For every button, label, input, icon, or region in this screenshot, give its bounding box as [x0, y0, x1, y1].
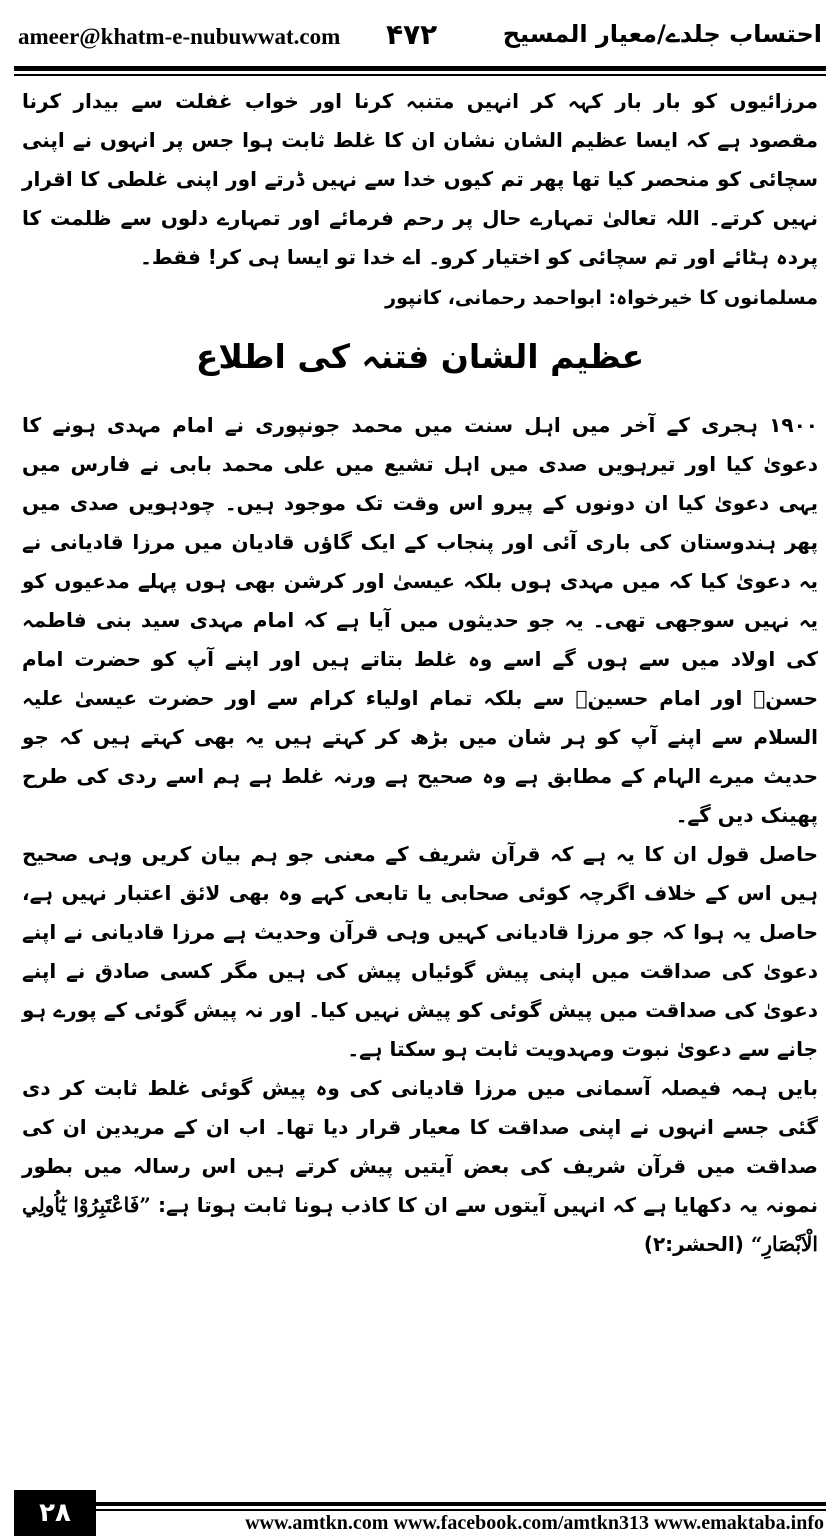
- quote-reference: (الحشر:۲): [643, 1232, 744, 1256]
- header-rule-thick: [14, 66, 826, 71]
- paragraph-2: حاصل قول ان کا یہ ہے کہ قرآن شریف کے معنی جو ہم بیان کریں وہی صحیح ہیں اس کے خلاف اگرچہ کوئی صحابی یا تابعی کہے وہ بھی لائق اعتبار نہیں ہے، حاصل یہ ہوا کہ جو مرزا قادیانی کہیں وہی قرآن وحدیث ہے مرزا قادیانی نے اپنے دعویٰ کی صداقت میں اپنی پیش گوئیاں پیش کی ہیں مگر کسی صادق نے اپنے دعویٰ کی صداقت میں پیش گوئی کو پیش نہیں کیا۔ اور نہ پیش گوئی کے پورے ہو جانے سے دعویٰ نبوت ومہدویت ثابت ہو سکتا ہے۔: [22, 842, 818, 1061]
- footer-links: www.amtkn.com www.facebook.com/amtkn313 www.emaktaba.info: [245, 1512, 824, 1534]
- quranic-quote: ”فَاعْتَبِرُوْا يٰٓاُولِي الْاَبْصَارِ“: [22, 1193, 818, 1256]
- footer-page-number: ۲۸: [14, 1490, 96, 1536]
- intro-paragraph: مرزائیوں کو بار بار کہہ کر انہیں متنبہ کرنا اور خواب غفلت سے بیدار کرنا مقصود ہے کہ ایسا عظیم الشان نشان ان کا غلط ثابت ہوا جس پر انہوں نے اپنی سچائی کو منحصر کیا تھا پھر تم کیوں خدا سے نہیں ڈرتے اور اپنی غلطی کا اقرار نہیں کرتے۔ اللہ تعالیٰ تمہارے حال پر رحم فرمائے اور تمہارے دلوں سے ظلمت کا پردہ ہٹائے اور تم سچائی کو اختیار کرو۔ اے خدا تو ایسا ہی کر! فقط۔: [22, 89, 818, 269]
- paragraph-1: ۱۹۰۰ ہجری کے آخر میں اہل سنت میں محمد جونپوری نے امام مہدی ہونے کا دعویٰ کیا اور تیرہویں صدی میں اہل تشیع میں علی محمد بابی نے فارس میں یہی دعویٰ کیا ان دونوں کے پیرو اس وقت تک موجود ہیں۔ چودہویں صدی میں پھر ہندوستان کی باری آئی اور پنجاب کے ایک گاؤں قادیان میں مرزا قادیانی نے یہ دعویٰ کیا کہ میں مہدی ہوں بلکہ عیسیٰ اور کرشن بھی ہوں پہلے مدعیوں کو یہ نہیں سوجھی تھی۔ یہ جو حدیثوں میں آیا ہے کہ امام مہدی سید بنی فاطمہ کی اولاد میں سے ہوں گے اسے وہ غلط بتاتے ہیں اور اپنے آپ کو حضرت امام حسنؓ اور امام حسینؓ سے بلکہ تمام اولیاء کرام سے اور حضرت عیسیٰ علیہ السلام سے اپنے آپ کو ہر شان میں بڑھ کر کہتے ہیں یہ بھی کہتے ہیں کہ جو حدیث میرے الہام کے مطابق ہے وہ صحیح ہے ورنہ غلط ہے ہم اسے ردی کی طرح پھینک دیں گے۔: [22, 413, 818, 827]
- header-book-title: احتساب جلدے/معیار المسیح: [502, 20, 822, 48]
- header-page-number: ۴۷۲: [386, 18, 438, 51]
- header-rule-thin: [14, 74, 826, 76]
- paragraph-3: [22, 1069, 818, 1264]
- header-email: ameer@khatm-e-nubuwwat.com: [18, 24, 341, 49]
- page-body: [22, 82, 818, 1264]
- page-header: [14, 18, 826, 62]
- paragraph-3-text: بایں ہمہ فیصلہ آسمانی میں مرزا قادیانی کی وہ پیش گوئی غلط ثابت کر دی گئی جسے انہوں نے اپنی صداقت کا معیار قرار دیا تھا۔ اب ان کے مریدین ان کی صداقت میں قرآن شریف کی بعض آیتیں پیش کرتے ہیں اس رسالہ میں بطور نمونہ یہ دکھایا ہے کہ انہیں آیتوں سے ان کا کاذب ہونا ثابت ہوتا ہے:: [22, 1076, 818, 1217]
- section-heading: عظیم الشان فتنہ کی اطلاع: [195, 337, 645, 376]
- signature: مسلمانوں کا خیرخواہ: ابواحمد رحمانی، کانپور: [385, 287, 818, 309]
- footer-rule-thick: [14, 1502, 826, 1506]
- footer-rule-thin: [14, 1509, 826, 1511]
